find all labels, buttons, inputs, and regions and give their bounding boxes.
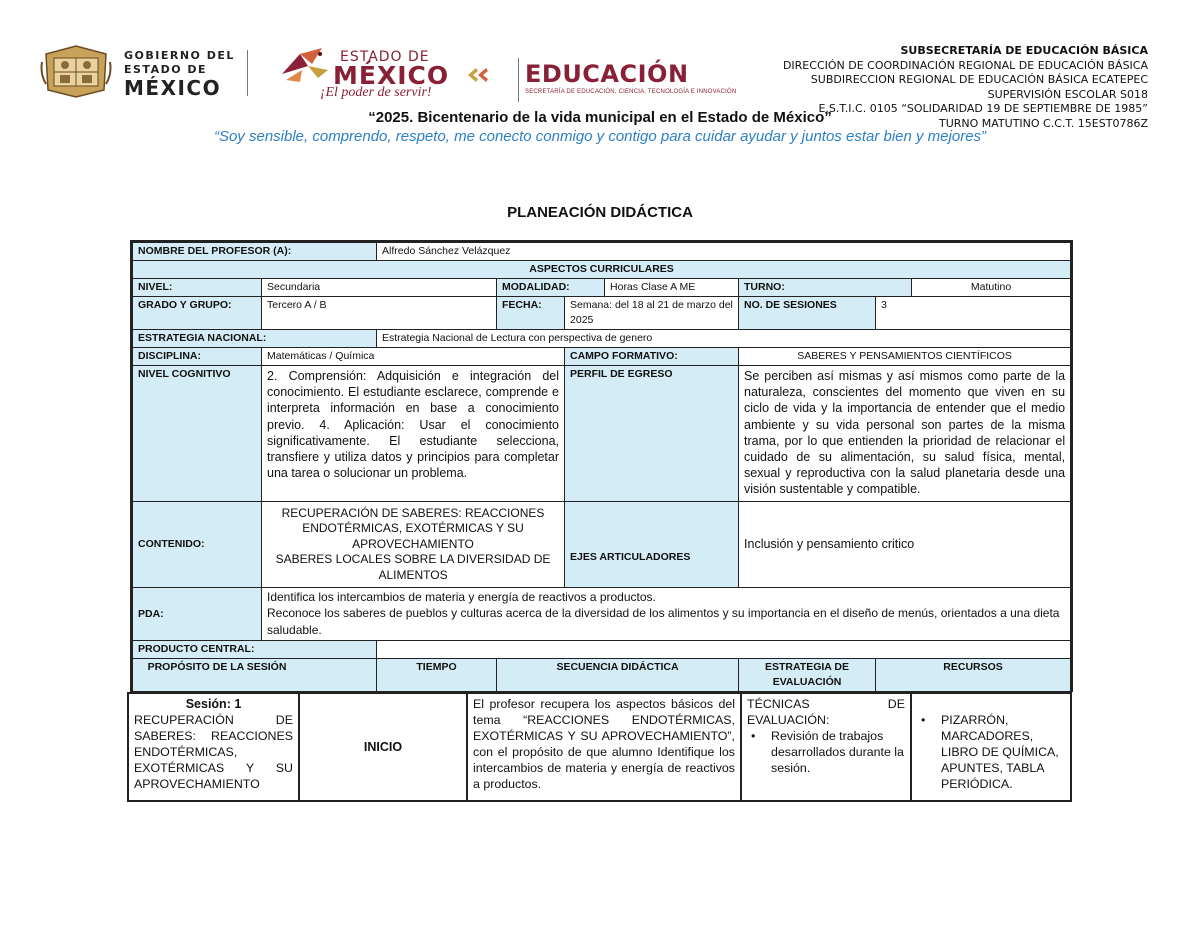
nivel-cognitivo-label: NIVEL COGNITIVO (132, 366, 262, 502)
edomex-title-line1: ESTADO DE (340, 49, 430, 65)
campo-label: CAMPO FORMATIVO: (565, 348, 739, 366)
contenido-line: SABERES LOCALES SOBRE LA DIVERSIDAD DE ALIMENTOS (275, 552, 551, 582)
logo-divider-2 (518, 58, 519, 102)
teacher-value: Alfredo Sánchez Velázquez (377, 242, 1072, 261)
estrategia-row (132, 330, 1072, 348)
grado-label: GRADO Y GRUPO: (132, 297, 262, 330)
educacion-title: EDUCACIÓN (525, 60, 689, 88)
educacion-subtitle: SECRETARÍA DE EDUCACIÓN, CIENCIA, TECNOLOGÍA E INNOVACIÓN (525, 89, 737, 95)
curricular-header-row (132, 261, 1072, 279)
grado-value: Tercero A / B (262, 297, 497, 330)
estrategia-label: ESTRATEGIA NACIONAL: (132, 330, 377, 348)
sesiones-value: 3 (876, 297, 1072, 330)
logo-divider (247, 50, 248, 96)
nivel-cognitivo-row (132, 366, 1072, 502)
turno-value: Matutino (912, 279, 1072, 297)
institution-line: SUBDIRECCION REGIONAL DE EDUCACIÓN BÁSICA ECATEPEC (810, 73, 1148, 87)
educacion-logo (525, 62, 736, 95)
fecha-value: Semana: del 18 al 21 de marzo del 2025 (565, 297, 739, 330)
pda-line: Identifica los intercambios de materia y energía de reactivos a productos. (267, 590, 656, 604)
edomex-title-line2: MÉXICO (333, 61, 450, 90)
contenido-row (132, 502, 1072, 588)
sesiones-label: NO. DE SESIONES (739, 297, 876, 330)
pda-value (262, 588, 1072, 641)
edomex-slogan: ¡El poder de servir! (320, 85, 432, 100)
gobierno-estado-mexico-logo (124, 50, 235, 98)
institution-line: SUBSECRETARÍA DE EDUCACIÓN BÁSICA (900, 44, 1148, 57)
turno-label: TURNO: (739, 279, 912, 297)
bullet-icon: • (751, 729, 756, 744)
ejes-value: Inclusión y pensamiento critico (739, 502, 1072, 588)
grado-row (132, 297, 1072, 330)
producto-value (377, 641, 1072, 659)
session-row (128, 693, 1071, 801)
gob-line-2: ESTADO DE (124, 63, 208, 76)
planning-table (130, 240, 1073, 692)
evaluation-item (747, 728, 905, 776)
session-evaluation-cell (741, 693, 911, 801)
pda-label: PDA: (132, 588, 262, 641)
modalidad-label: MODALIDAD: (497, 279, 605, 297)
session-sequence: El profesor recupera los aspectos básicos del tema “REACCIONES ENDOTÉRMICAS, EXOTÉRMICAS Y SU APROVECHAMIENTO”, con el propósito de que alumno Identifique los intercambios de materia y energía de reactivos a productos. (467, 693, 741, 801)
institution-line: DIRECCIÓN DE COORDINACIÓN REGIONAL DE EDUCACIÓN BÁSICA (782, 58, 1148, 72)
disciplina-value: Matemáticas / Química (262, 348, 565, 366)
estado-mexico-seal-logo (40, 44, 112, 98)
year-motto: “2025. Bicentenario de la vida municipal en el Estado de México” (368, 109, 832, 126)
institution-line: SUPERVISIÓN ESCOLAR S018 (987, 87, 1148, 101)
teacher-row (132, 242, 1072, 261)
institution-line: TURNO MATUTINO C.C.T. 15EST0786Z (938, 116, 1148, 130)
hummingbird-icon (278, 44, 338, 86)
session-table (127, 692, 1072, 802)
pda-line: Reconoce los saberes de pueblos y culturas acerca de la diversidad de los alimentos y su importancia en el diseño de menús, orientados a una dieta saludable. (267, 606, 1060, 637)
curricular-header: ASPECTOS CURRICULARES (132, 261, 1072, 279)
session-purpose-cell (128, 693, 299, 801)
values-quote: “Soy sensible, comprendo, respeto, me conecto conmigo y contigo para cuidar ayudar y juntos estar bien y mejores” (213, 128, 987, 145)
col-proposito: PROPÓSITO DE LA SESIÓN (132, 659, 377, 692)
col-tiempo: TIEMPO (377, 659, 497, 692)
institution-line: E.S.T.I.C. 0105 “SOLIDARIDAD 19 DE SEPTIEMBRE DE 1985” (818, 102, 1148, 116)
contenido-label: CONTENIDO: (132, 502, 262, 588)
estrategia-value: Estrategia Nacional de Lectura con perspectiva de genero (377, 330, 1072, 348)
producto-row (132, 641, 1072, 659)
contenido-line: RECUPERACIÓN DE SABERES: REACCIONES ENDOTÉRMICAS, EXOTÉRMICAS Y SU APROVECHAMIENTO (281, 505, 545, 551)
disciplina-label: DISCIPLINA: (132, 348, 262, 366)
evaluation-title: TÉCNICAS DE EVALUACIÓN: (747, 697, 905, 728)
document-title: PLANEACIÓN DIDÁCTICA (507, 204, 693, 221)
nivel-value: Secundaria (262, 279, 497, 297)
ejes-label: EJES ARTICULADORES (565, 502, 739, 588)
resources-text: PIZARRÓN, MARCADORES, LIBRO DE QUÍMICA, APUNTES, TABLA PERIÓDICA. (941, 713, 1059, 792)
contenido-value (262, 502, 565, 588)
session-title: Sesión: 1 (185, 697, 242, 711)
nivel-label: NIVEL: (132, 279, 262, 297)
pda-row (132, 588, 1072, 641)
edomex-brand-logo (278, 44, 493, 102)
resources-item (917, 712, 1065, 792)
col-estrategia: ESTRATEGIA DE EVALUACIÓN (739, 659, 876, 692)
bullet-icon: • (921, 713, 926, 727)
nivel-cognitivo-value: 2. Comprensión: Adquisición e integración del conocimiento. El estudiante esclarece, comprende e interpreta información en base a conocimiento previo. 4. Aplicación: Usar el conocimiento significativamente. El estudiante selecciona, transfiere y utiliza datos y principios para completar una tarea o solucionar un problema. (262, 366, 565, 502)
fecha-label: FECHA: (497, 297, 565, 330)
producto-label: PRODUCTO CENTRAL: (132, 641, 377, 659)
col-recursos: RECURSOS (876, 659, 1072, 692)
teacher-label: NOMBRE DEL PROFESOR (A): (132, 242, 377, 261)
evaluation-item-text: Revisión de trabajos desarrollados durante la sesión. (771, 729, 904, 776)
nivel-row (132, 279, 1072, 297)
modalidad-value: Horas Clase A ME (605, 279, 739, 297)
campo-value: SABERES Y PENSAMIENTOS CIENTÍFICOS (739, 348, 1072, 366)
perfil-label: PERFIL DE EGRESO (565, 366, 739, 502)
gob-line-1: GOBIERNO DEL (124, 49, 235, 62)
gob-line-3: MÉXICO (124, 76, 222, 100)
disciplina-row (132, 348, 1072, 366)
perfil-value: Se perciben así mismas y así mismos como parte de la naturaleza, conscientes del momento que viven en su ciclo de vida y la importancia de entender que el medio ambiente y su vida personal son partes de la misma trama, por lo que entienden la prioridad de relacionar el cuidado de su alimentación, su salud física, mental, sexual y reproductiva con la salud planetaria desde una visión sustentable y compatible. (739, 366, 1072, 502)
session-columns-row (132, 659, 1072, 692)
chevron-ornament-icon (466, 66, 490, 84)
session-resources-cell (911, 693, 1071, 801)
session-purpose: RECUPERACIÓN DE SABERES: REACCIONES ENDOTÉRMICAS, EXOTÉRMICAS Y SU APROVECHAMIENTO (134, 713, 293, 792)
col-secuencia: SECUENCIA DIDÁCTICA (497, 659, 739, 692)
session-time: INICIO (299, 693, 467, 801)
